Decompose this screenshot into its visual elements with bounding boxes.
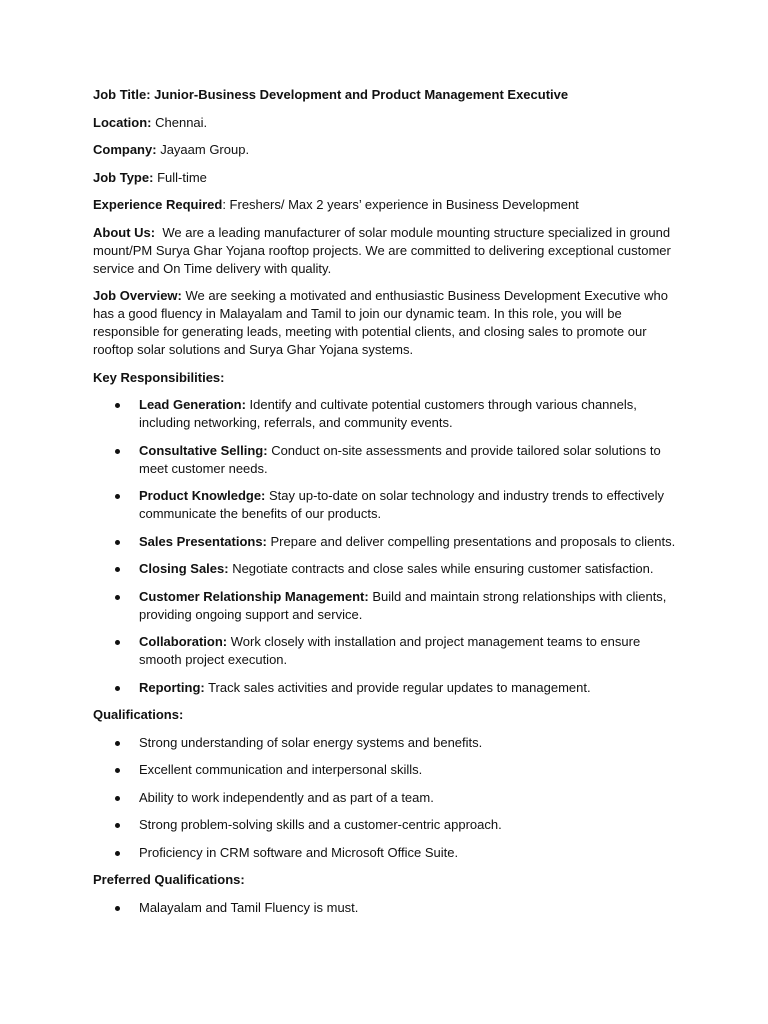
list-item: [93, 679, 678, 697]
item-text: Work closely with installation and project management teams to ensure smooth project execution.: [139, 634, 641, 667]
bullet-icon: [115, 494, 120, 499]
item-text: Strong understanding of solar energy systems and benefits.: [139, 734, 483, 750]
bullet-icon: [115, 741, 120, 746]
location-label: Location:: [93, 114, 152, 130]
item-label: Reporting:: [139, 679, 205, 695]
item-label: Collaboration:: [139, 634, 228, 649]
job-overview-text: We are seeking a motivated and enthusiastic Business Development Executive who has a good fluency in Malayalam and Tamil to join our dynamic team. In this role, you will be responsible for generating leads, meeting with potential clients, and closing sales to promote our rooftop solar solutions and Surya Ghar Yojana systems.: [93, 288, 668, 357]
about-us-text: We are a leading manufacturer of solar module mounting structure specialized in ground mount/PM Surya Ghar Yojana rooftop projects. We are committed to delivering exceptional customer service and On Time delivery with quality.: [93, 224, 675, 276]
job-type-value: Full-time: [157, 169, 207, 185]
preferred-qualifications-heading: Preferred Qualifications:: [93, 872, 245, 887]
list-item: [93, 442, 678, 478]
job-type-line: [93, 169, 678, 187]
item-text: Ability to work independently and as part of a team.: [139, 789, 434, 805]
qualifications-heading: Qualifications:: [93, 707, 184, 722]
item-text: Track sales activities and provide regular updates to management.: [204, 679, 591, 695]
item-label: Product Knowledge:: [139, 488, 266, 503]
list-item: [93, 899, 678, 917]
list-item: [93, 789, 678, 807]
about-us-paragraph: [93, 224, 678, 278]
experience-value: : Freshers/ Max 2 years’ experience in Business Development: [222, 197, 579, 212]
list-item: [93, 588, 678, 624]
item-text: Malayalam and Tamil Fluency is must.: [139, 899, 359, 915]
item-text: Build and maintain strong relationships with clients, providing ongoing support and service.: [139, 588, 667, 622]
job-type-label: Job Type:: [93, 169, 154, 185]
bullet-icon: [115, 768, 120, 773]
list-item: [93, 533, 678, 551]
bullet-icon: [115, 796, 120, 801]
job-title-label: Job Title:: [93, 87, 151, 102]
preferred-qualifications-list: [93, 899, 678, 917]
bullet-icon: [115, 540, 120, 545]
about-us-label: About Us:: [93, 224, 156, 240]
bullet-icon: [115, 640, 120, 645]
bullet-icon: [115, 595, 120, 600]
item-text: Conduct on-site assessments and provide tailored solar solutions to meet customer needs.: [139, 442, 661, 476]
item-text: Stay up-to-date on solar technology and industry trends to effectively communicate the benefits of our products.: [139, 488, 665, 521]
item-label: Sales Presentations:: [139, 533, 267, 549]
list-item: [93, 844, 678, 862]
list-item: [93, 633, 678, 669]
bullet-icon: [115, 567, 120, 572]
bullet-icon: [115, 686, 120, 691]
job-overview-label: Job Overview:: [93, 288, 182, 303]
item-label: Lead Generation:: [139, 397, 246, 412]
company-line: [93, 141, 678, 159]
responsibilities-heading: Key Responsibilities:: [93, 369, 225, 385]
list-item: [93, 396, 678, 432]
list-item: [93, 761, 678, 779]
list-item: [93, 560, 678, 578]
company-value: Jayaam Group.: [160, 142, 250, 157]
bullet-icon: [115, 449, 120, 454]
list-item: [93, 487, 678, 523]
bullet-icon: [115, 823, 120, 828]
item-label: Closing Sales:: [139, 561, 229, 576]
responsibilities-list: [93, 396, 678, 697]
list-item: [93, 816, 678, 834]
item-text: Excellent communication and interpersonal skills.: [139, 762, 423, 777]
item-text: Proficiency in CRM software and Microsoft Office Suite.: [139, 844, 459, 860]
item-label: Consultative Selling:: [139, 442, 268, 458]
item-text: Prepare and deliver compelling presentations and proposals to clients.: [266, 533, 676, 549]
job-description: [93, 86, 678, 926]
bullet-icon: [115, 851, 120, 856]
job-title-line: [93, 86, 678, 104]
item-text: Identify and cultivate potential customers through various channels, including networking, referrals, and community events.: [139, 397, 637, 430]
job-overview-paragraph: [93, 287, 678, 359]
qualifications-list: [93, 734, 678, 862]
experience-line: [93, 196, 678, 214]
bullet-icon: [115, 906, 120, 911]
location-line: [93, 114, 678, 132]
item-text: Negotiate contracts and close sales while ensuring customer satisfaction.: [228, 561, 654, 576]
bullet-icon: [115, 403, 120, 408]
item-label: Customer Relationship Management:: [139, 588, 369, 604]
list-item: [93, 734, 678, 752]
location-value: Chennai.: [155, 114, 208, 130]
experience-label: Experience Required: [93, 197, 223, 212]
job-title-value: Junior-Business Development and Product Management Executive: [154, 87, 569, 102]
company-label: Company:: [93, 142, 157, 157]
item-text: Strong problem-solving skills and a customer-centric approach.: [139, 817, 502, 832]
